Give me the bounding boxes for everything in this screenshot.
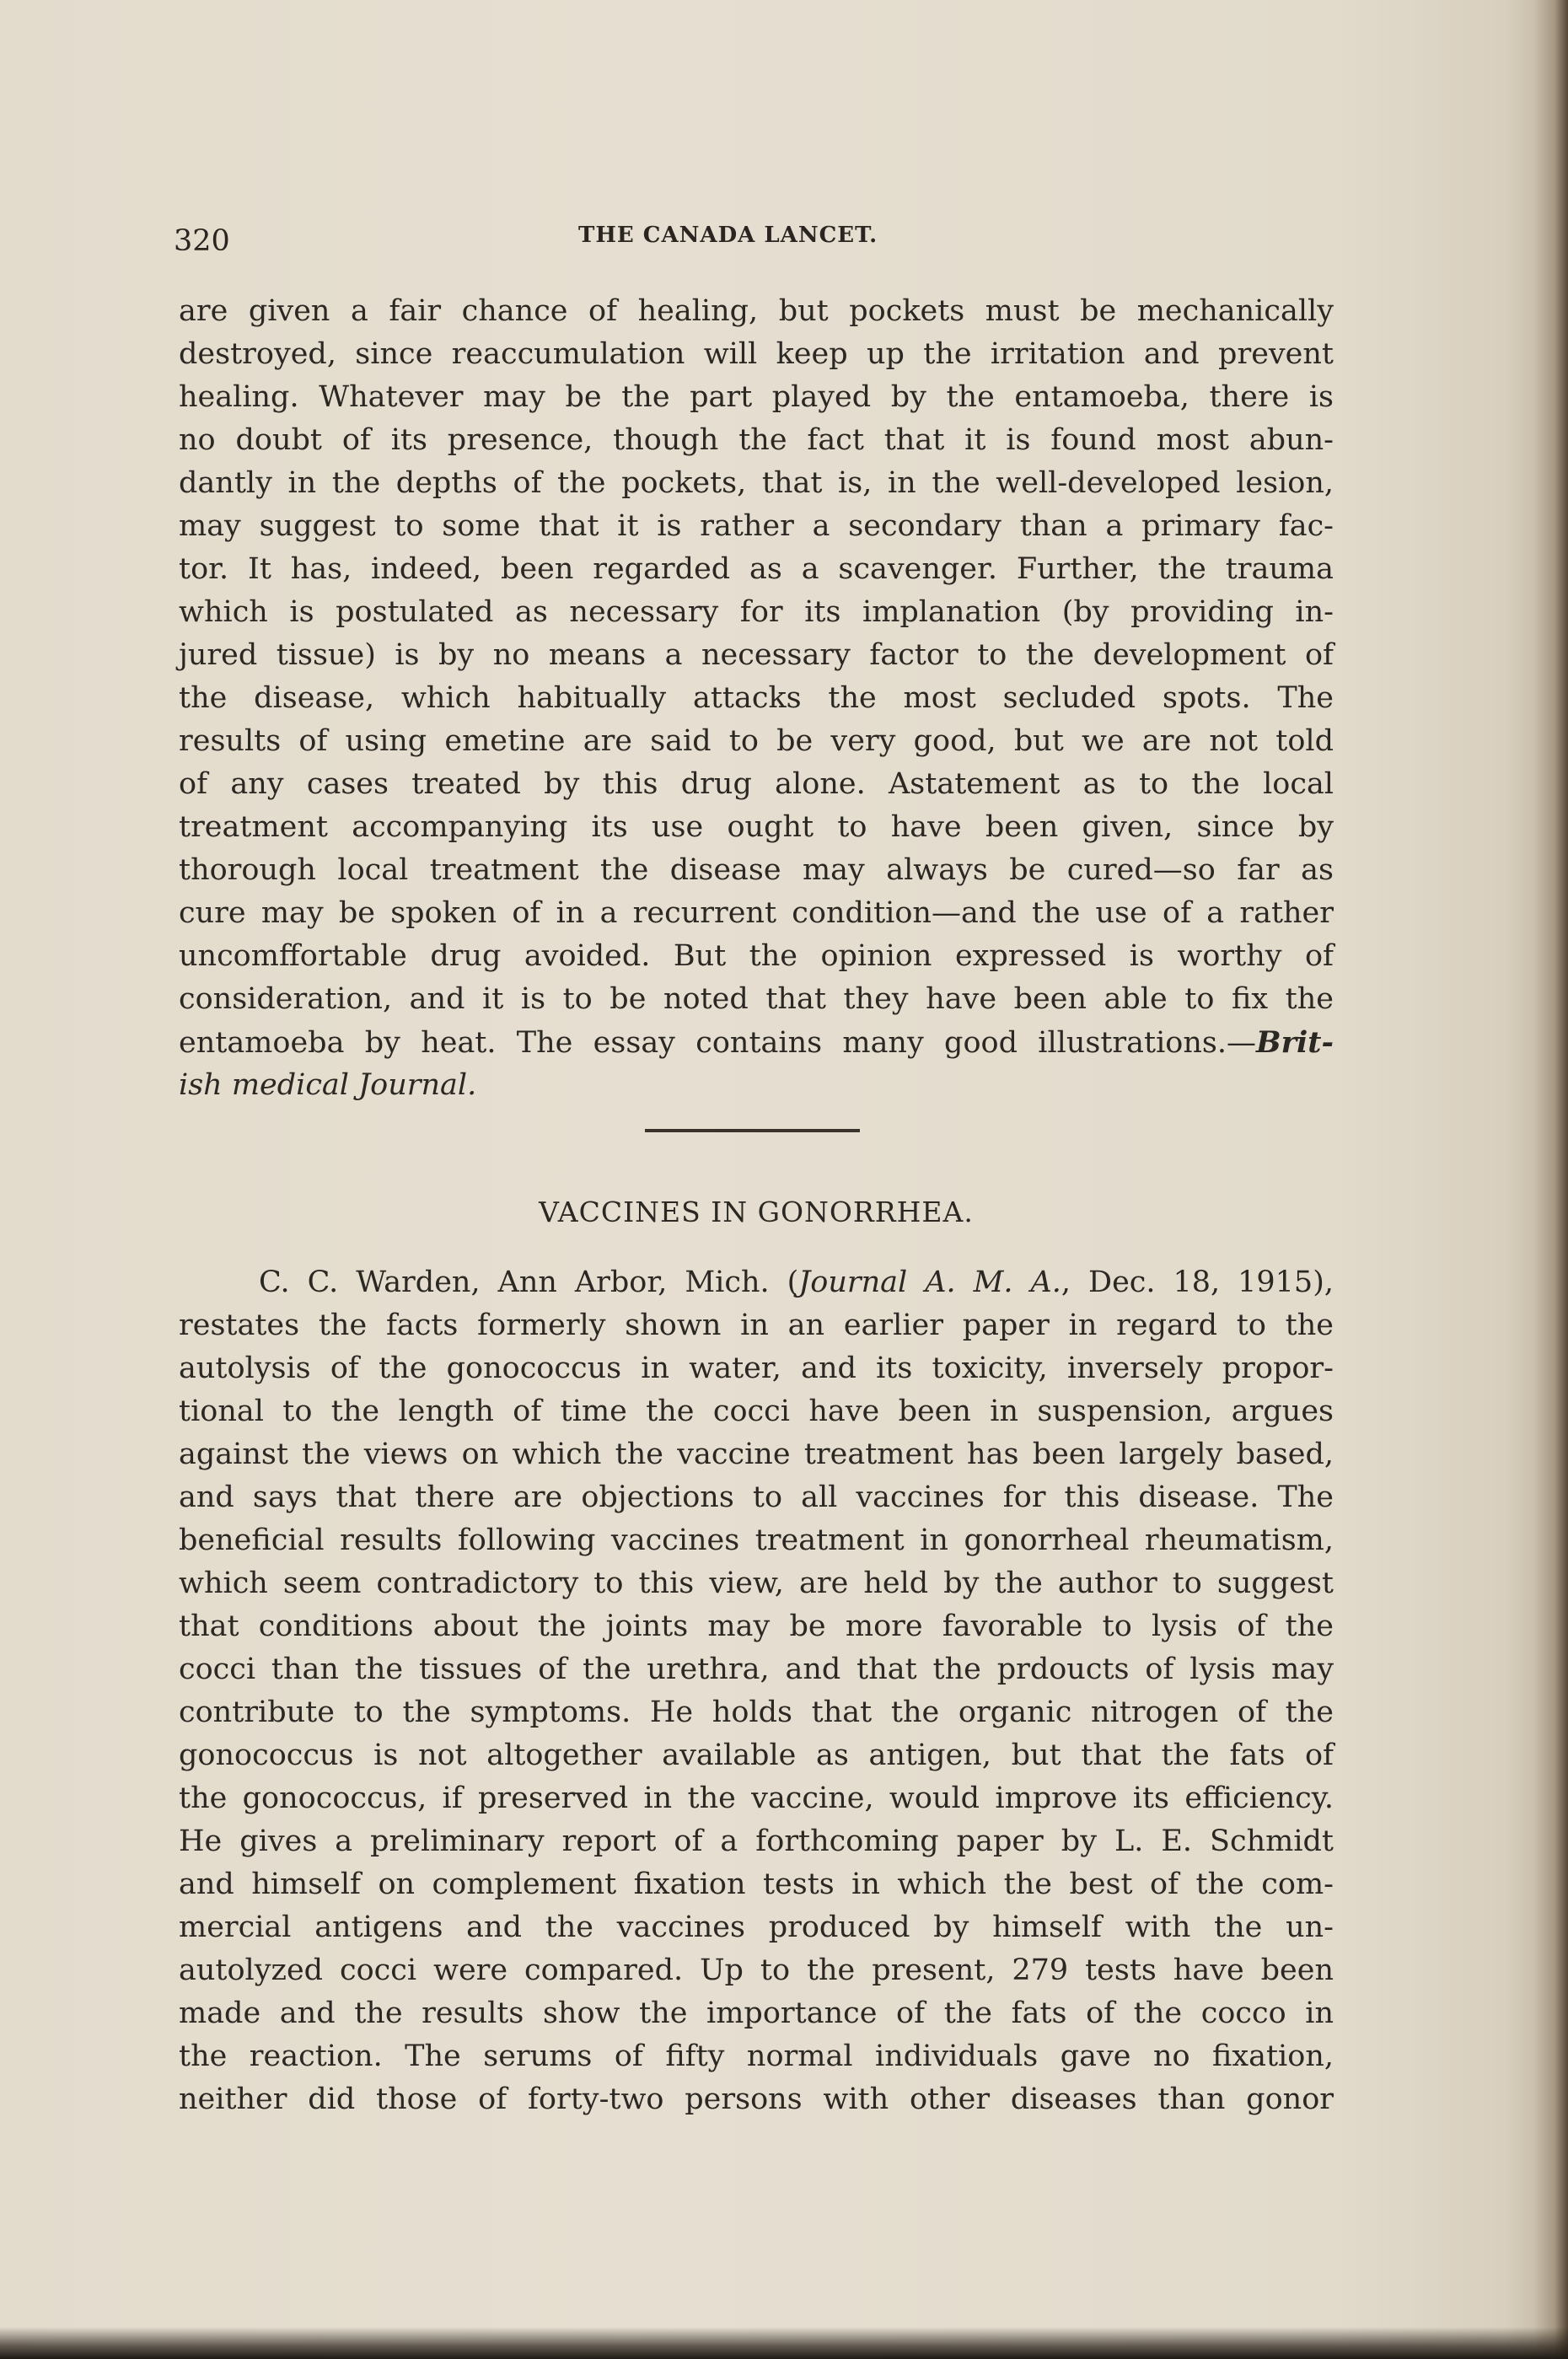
- text-line: the disease, which habitually attacks the most secluded spots. The: [179, 681, 1334, 715]
- text-line: the gonococcus, if preserved in the vaccine, would improve its efficiency.: [179, 1781, 1334, 1815]
- page-bottom-shadow: [0, 2327, 1568, 2359]
- text-line: neither did those of forty-two persons with other diseases than gonor: [179, 2082, 1334, 2116]
- text-line: may suggest to some that it is rather a secondary than a primary fac-: [179, 509, 1334, 543]
- author-line: C. C. Warden, Ann Arbor, Mich. (: [259, 1265, 799, 1299]
- text-line: restates the facts formerly shown in an earlier paper in regard to the: [179, 1308, 1334, 1342]
- text-line: healing. Whatever may be the part played by the entamoeba, there is: [179, 380, 1334, 414]
- text-line: thorough local treatment the disease may always be cured—so far as: [179, 853, 1334, 887]
- text-line: mercial antigens and the vaccines produced by himself with the un-: [179, 1910, 1334, 1944]
- text-line: cure may be spoken of in a recurrent condition—and the use of a rather: [179, 896, 1334, 930]
- text-line: He gives a preliminary report of a forthcoming paper by L. E. Schmidt: [179, 1824, 1334, 1858]
- citation-line: [179, 1064, 1334, 1107]
- text-line: destroyed, since reaccumulation will keep up the irritation and prevent: [179, 337, 1334, 371]
- page-number: 320: [174, 224, 230, 258]
- text-line: which is postulated as necessary for its implanation (by providing in-: [179, 595, 1334, 629]
- text-line: which seem contradictory to this view, are held by the author to suggest: [179, 1566, 1334, 1600]
- text-line: cocci than the tissues of the urethra, and that the prdoucts of lysis may: [179, 1652, 1334, 1686]
- running-head: THE CANADA LANCET.: [578, 223, 878, 248]
- text-line: of any cases treated by this drug alone. Astatement as to the local: [179, 767, 1334, 801]
- text-line: that conditions about the joints may be more favorable to lysis of the: [179, 1609, 1334, 1643]
- article-2-body: [179, 1261, 1334, 2121]
- page-header: [174, 218, 1337, 268]
- article-1-body: [179, 290, 1334, 1107]
- text-line: and himself on complement fixation tests in which the best of the com-: [179, 1867, 1334, 1901]
- text-line: beneficial results following vaccines treatment in gonorrheal rheumatism,: [179, 1523, 1334, 1557]
- section-title: VACCINES IN GONORRHEA.: [539, 1196, 974, 1228]
- text-line: are given a fair chance of healing, but pockets must be mechanically: [179, 294, 1334, 328]
- text-line: made and the results show the importance of the fats of the cocco in: [179, 1996, 1334, 2030]
- citation-journal: Brit-: [1255, 1025, 1334, 1060]
- text-line: jured tissue) is by no means a necessary factor to the development of: [179, 638, 1334, 672]
- text-line: uncomffortable drug avoided. But the opinion expressed is worthy of: [179, 939, 1334, 973]
- text-line: results of using emetine are said to be very good, but we are not told: [179, 724, 1334, 758]
- citation-journal: Journal A. M. A.: [798, 1265, 1061, 1299]
- text-line-with-citation: [179, 1021, 1334, 1064]
- section-divider: [645, 1129, 860, 1132]
- text-line: against the views on which the vaccine treatment has been largely based,: [179, 1437, 1334, 1471]
- citation-date: , Dec. 18, 1915),: [1061, 1265, 1334, 1299]
- text-line: no doubt of its presence, though the fact that it is found most abun-: [179, 423, 1334, 457]
- text-line: autolysis of the gonococcus in water, and its toxicity, inversely propor-: [179, 1351, 1334, 1385]
- text-line: the reaction. The serums of fifty normal individuals gave no fixation,: [179, 2039, 1334, 2073]
- page-edge-shadow: [1534, 0, 1568, 2359]
- text-line: consideration, and it is to be noted that they have been able to fix the: [179, 982, 1334, 1016]
- text-line: dantly in the depths of the pockets, that is, in the well-developed lesion,: [179, 466, 1334, 500]
- text-line: tor. It has, indeed, been regarded as a scavenger. Further, the trauma: [179, 552, 1334, 586]
- text-line: autolyzed cocci were compared. Up to the present, 279 tests have been: [179, 1953, 1334, 1987]
- text-line-first: [179, 1261, 1334, 1304]
- citation-journal: ish medical Journal.: [179, 1068, 477, 1102]
- text-line: gonococcus is not altogether available as antigen, but that the fats of: [179, 1738, 1334, 1772]
- text-line: treatment accompanying its use ought to have been given, since by: [179, 810, 1334, 844]
- text-fragment: entamoeba by heat. The essay contains many good illustrations.—: [179, 1026, 1256, 1060]
- text-line: contribute to the symptoms. He holds that the organic nitrogen of the: [179, 1695, 1334, 1729]
- text-line: and says that there are objections to all vaccines for this disease. The: [179, 1480, 1334, 1514]
- text-line: tional to the length of time the cocci have been in suspension, argues: [179, 1394, 1334, 1428]
